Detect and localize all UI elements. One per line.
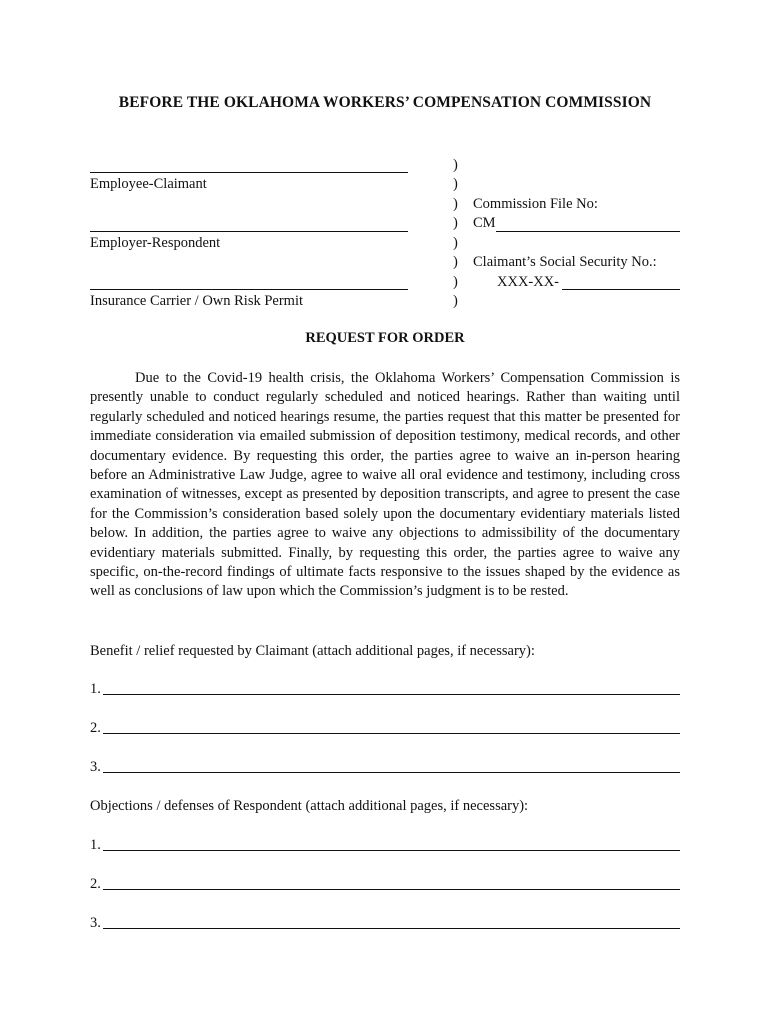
bracket-paren: )	[453, 235, 458, 251]
objection-item-3-field[interactable]	[103, 928, 680, 929]
request-heading: REQUEST FOR ORDER	[305, 330, 465, 346]
bracket-paren: )	[453, 176, 458, 192]
document-title: BEFORE THE OKLAHOMA WORKERS’ COMPENSATION COMMISSION	[118, 94, 652, 111]
employee-claimant-field[interactable]	[90, 172, 408, 173]
objections-label: Objections / defenses of Respondent (attach additional pages, if necessary):	[90, 798, 529, 814]
employee-claimant-label: Employee-Claimant	[90, 176, 207, 192]
bracket-paren: )	[453, 293, 458, 309]
objection-item-number: 1.	[90, 837, 101, 853]
ssn-prefix: XXX-XX-	[497, 274, 560, 290]
bracket-paren: )	[453, 274, 458, 290]
benefit-item-number: 1.	[90, 681, 101, 697]
benefit-label: Benefit / relief requested by Claimant (attach additional pages, if necessary):	[90, 643, 535, 659]
bracket-paren: )	[453, 196, 458, 212]
benefit-item-number: 3.	[90, 759, 101, 775]
objection-item-number: 3.	[90, 915, 101, 931]
cm-prefix: CM	[473, 215, 496, 231]
bracket-paren: )	[453, 157, 458, 173]
objection-item-2-field[interactable]	[103, 889, 680, 890]
employer-respondent-field[interactable]	[90, 231, 408, 232]
benefit-item-number: 2.	[90, 720, 101, 736]
ssn-label: Claimant’s Social Security No.:	[473, 254, 657, 270]
benefit-item-1-field[interactable]	[103, 694, 680, 695]
request-body	[90, 369, 680, 602]
commission-file-no-field[interactable]	[496, 231, 680, 232]
bracket-paren: )	[453, 215, 458, 231]
objection-item-number: 2.	[90, 876, 101, 892]
bracket-paren: )	[453, 254, 458, 270]
objection-item-1-field[interactable]	[103, 850, 680, 851]
benefit-item-2-field[interactable]	[103, 733, 680, 734]
insurance-carrier-field[interactable]	[90, 289, 408, 290]
request-paragraph: Due to the Covid-19 health crisis, the Oklahoma Workers’ Compensation Commission is presently unable to conduct regularly scheduled and noticed hearings. Rather than waiting until regularly scheduled and noticed hearings resume, the parties request that this matter be presented for immediate consideration via emailed submission of deposition testimony, medical records, and other documentary evidence. By requesting this order, the parties agree to waive an in-person hearing before an Administrative Law Judge, agree to waive all oral evidence and testimony, including cross examination of witnesses, except as presented by deposition transcripts, and agree to present the case for the Commission’s consideration based solely upon the documentary evidentiary materials listed below. In addition, the parties agree to waive any objections to admissibility of the documentary evidentiary materials submitted. Finally, by requesting this order, the parties agree to waive any specific, on-the-record findings of ultimate facts responsive to the issues shaped by the evidence as well as conclusions of law upon which the Commission’s judgment is to be rested.	[90, 370, 680, 600]
benefit-item-3-field[interactable]	[103, 772, 680, 773]
commission-file-no-label: Commission File No:	[473, 196, 598, 212]
insurance-carrier-label: Insurance Carrier / Own Risk Permit	[90, 293, 304, 309]
ssn-field[interactable]	[562, 289, 680, 290]
employer-respondent-label: Employer-Respondent	[90, 235, 221, 251]
